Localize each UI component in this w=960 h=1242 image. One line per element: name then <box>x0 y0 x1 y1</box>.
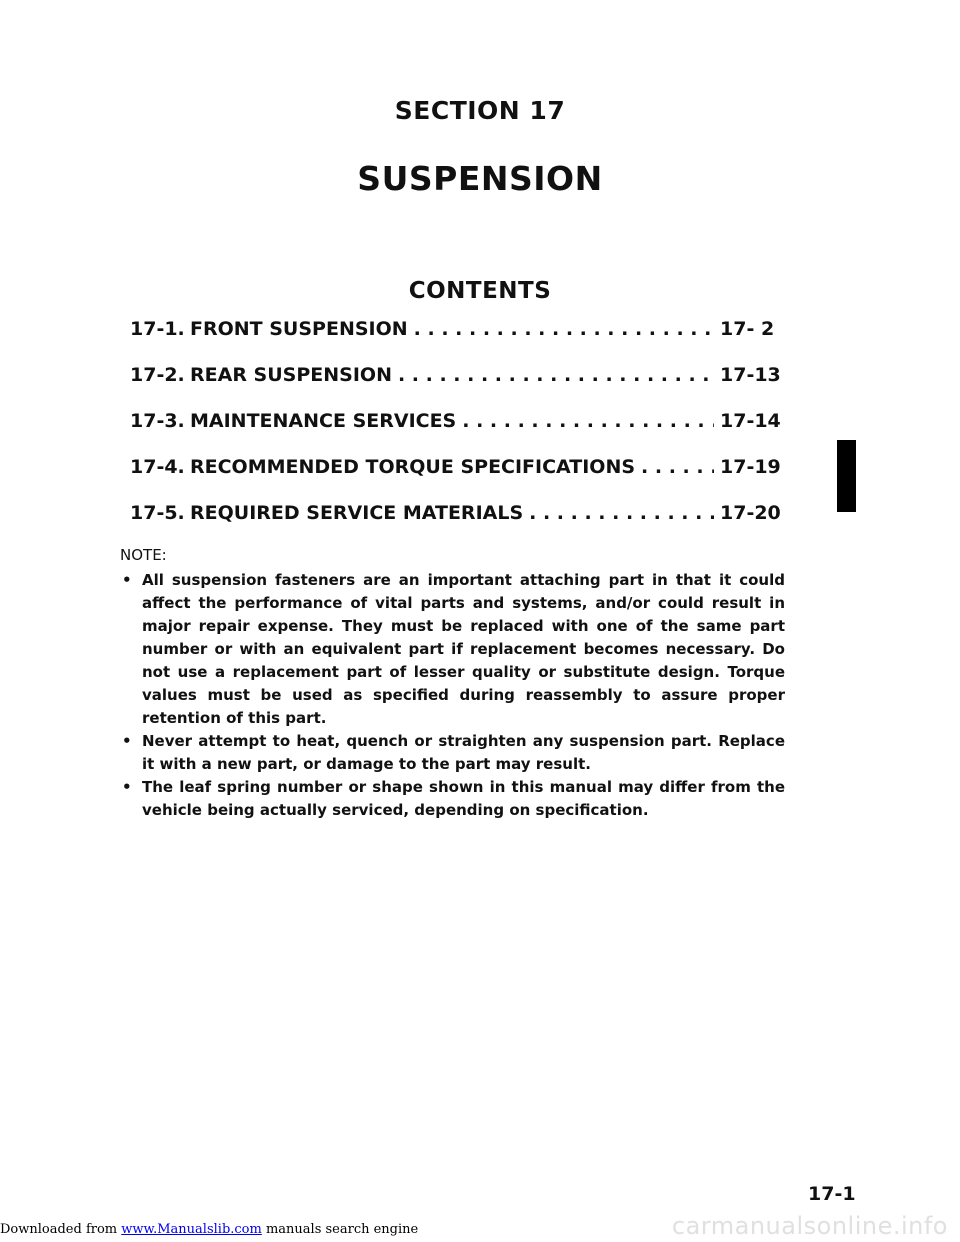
contents-heading: CONTENTS <box>408 278 552 304</box>
footer-suffix: manuals search engine <box>261 1222 419 1237</box>
toc-entry-title: FRONT SUSPENSION <box>190 318 408 340</box>
toc-entry <box>130 364 790 410</box>
toc-entry-page: 17-20 <box>720 502 781 524</box>
toc-entry <box>130 410 790 456</box>
section-tab-marker <box>837 440 856 512</box>
footer-prefix: Downloaded from <box>0 1222 122 1237</box>
toc-dot-leader <box>414 318 714 340</box>
note-item <box>120 776 785 822</box>
manualslib-link[interactable]: www.Manualslib.com <box>121 1222 262 1237</box>
note-item-text: All suspension fasteners are an important attaching part in that it could affect the performance of vital parts and systems, and/or could result in major repair expense. They must be replaced with one of the same part number or with an equivalent part if replacement becomes necessary. Do not use a replacement part of lesser quality or substitute design. Torque values must be used as specified during reassembly to assure proper retention of this part. <box>142 571 785 727</box>
toc-entry-number: 17-4. <box>130 456 185 478</box>
toc-entry-title: RECOMMENDED TORQUE SPECIFICATIONS <box>190 456 636 478</box>
bullet-icon: • <box>122 571 132 589</box>
toc-dot-leader <box>462 410 714 432</box>
toc-entry-page: 17- 2 <box>720 318 775 340</box>
table-of-contents <box>130 318 790 548</box>
toc-entry-number: 17-2. <box>130 364 185 386</box>
section-title: SUSPENSION <box>357 159 603 198</box>
toc-dot-leader <box>398 364 714 386</box>
toc-entry-title: MAINTENANCE SERVICES <box>190 410 457 432</box>
toc-entry-page: 17-13 <box>720 364 781 386</box>
toc-entry <box>130 456 790 502</box>
bullet-icon: • <box>122 732 132 750</box>
note-block <box>120 544 785 822</box>
toc-dot-leader <box>529 502 714 524</box>
toc-entry-page: 17-19 <box>720 456 781 478</box>
toc-entry-number: 17-1. <box>130 318 185 340</box>
download-footer <box>0 1222 418 1237</box>
toc-entry <box>130 318 790 364</box>
toc-entry-title: REAR SUSPENSION <box>190 364 392 386</box>
toc-entry <box>130 502 790 548</box>
page-number: 17-1 <box>808 1183 856 1205</box>
toc-dot-leader <box>641 456 714 478</box>
note-item-text: The leaf spring number or shape shown in this manual may differ from the vehicle being actually serviced, depending on specification. <box>142 778 785 819</box>
note-item <box>120 569 785 730</box>
note-item <box>120 730 785 776</box>
toc-entry-number: 17-5. <box>130 502 185 524</box>
toc-entry-number: 17-3. <box>130 410 185 432</box>
note-label: NOTE: <box>120 546 167 564</box>
note-list <box>120 569 785 822</box>
bullet-icon: • <box>122 778 132 796</box>
toc-entry-page: 17-14 <box>720 410 781 432</box>
note-item-text: Never attempt to heat, quench or straighten any suspension part. Replace it with a new part, or damage to the part may result. <box>142 732 785 773</box>
watermark: carmanualsonline.info <box>671 1212 948 1240</box>
section-heading: SECTION 17 <box>394 96 566 125</box>
toc-entry-title: REQUIRED SERVICE MATERIALS <box>190 502 524 524</box>
